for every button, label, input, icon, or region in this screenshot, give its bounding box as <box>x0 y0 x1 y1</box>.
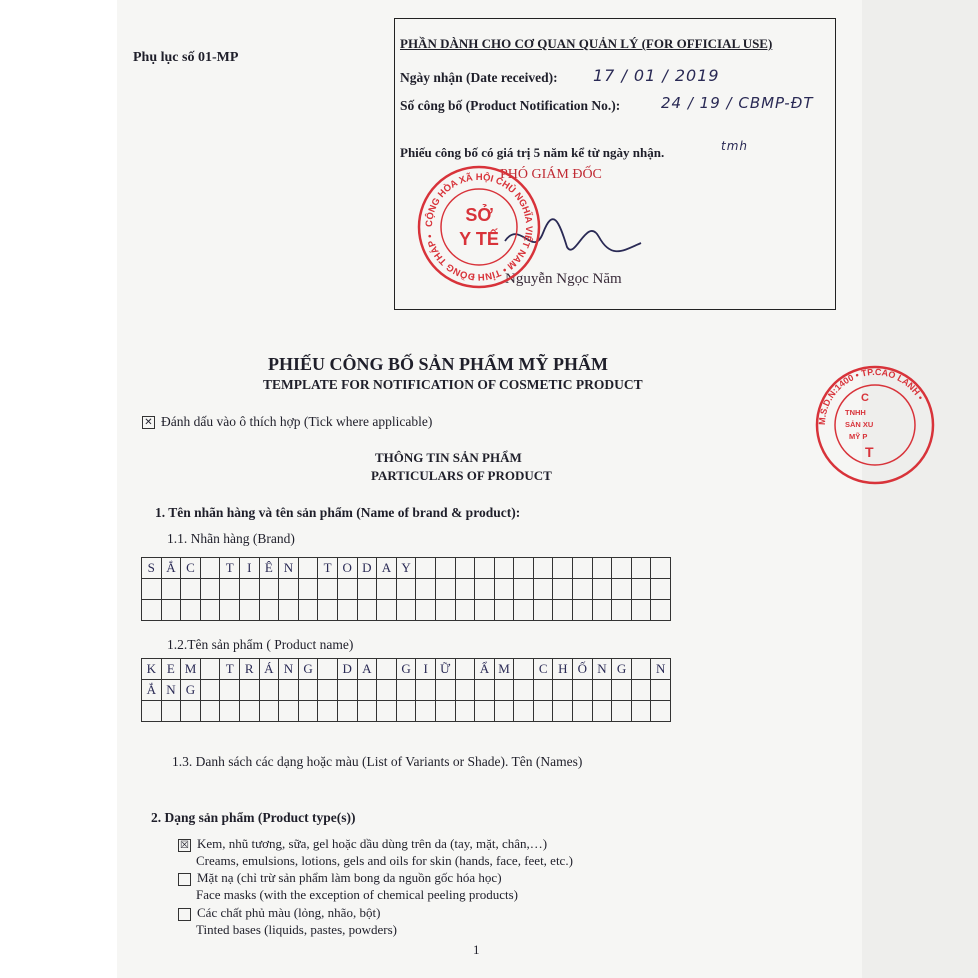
grid-row <box>142 579 671 600</box>
grid-cell: T <box>318 558 338 579</box>
grid-cell: Ê <box>259 558 279 579</box>
grid-cell <box>573 680 593 701</box>
svg-text:C: C <box>861 392 869 404</box>
title-english: TEMPLATE FOR NOTIFICATION OF COSMETIC PRODUCT <box>263 377 643 392</box>
svg-text:T: T <box>865 444 874 460</box>
section-title-vi: THÔNG TIN SẢN PHẨM <box>375 450 522 465</box>
variants-label: 1.3. Danh sách các dạng hoặc màu (List of Variants or Shade). Tên (Names) <box>172 754 583 769</box>
svg-text:SẢN XU: SẢN XU <box>845 420 874 429</box>
grid-cell <box>455 579 475 600</box>
grid-cell <box>455 659 475 680</box>
grid-cell <box>475 680 495 701</box>
grid-cell <box>592 701 612 722</box>
grid-cell <box>298 680 318 701</box>
grid-cell <box>377 600 397 621</box>
grid-cell <box>259 600 279 621</box>
validity-initials: tmh <box>721 139 748 153</box>
grid-cell <box>416 558 436 579</box>
grid-cell <box>455 600 475 621</box>
grid-cell <box>318 600 338 621</box>
grid-cell <box>533 701 553 722</box>
grid-cell: R <box>239 659 259 680</box>
grid-cell: Ắ <box>142 680 162 701</box>
grid-cell <box>475 558 495 579</box>
brand-label: 1.1. Nhãn hàng (Brand) <box>167 531 295 546</box>
grid-row <box>142 558 671 579</box>
grid-cell: Ắ <box>161 558 181 579</box>
grid-cell: I <box>416 659 436 680</box>
grid-cell <box>533 579 553 600</box>
checkbox-icon[interactable] <box>178 908 191 921</box>
product-name-label: 1.2.Tên sản phẩm ( Product name) <box>167 637 354 652</box>
grid-cell <box>651 680 671 701</box>
grid-cell <box>435 680 455 701</box>
grid-cell <box>357 600 377 621</box>
grid-cell: S <box>142 558 162 579</box>
grid-cell <box>612 701 632 722</box>
grid-cell <box>142 701 162 722</box>
grid-cell <box>573 600 593 621</box>
grid-cell <box>298 579 318 600</box>
grid-cell <box>592 558 612 579</box>
checked-box-icon: ✕ <box>142 416 155 429</box>
grid-cell: Y <box>396 558 416 579</box>
grid-cell <box>337 701 357 722</box>
grid-cell: H <box>553 659 573 680</box>
product-type-option: Các chất phủ màu (lỏng, nhão, bột) Tinted bases (liquids, pastes, powders) <box>178 904 397 938</box>
grid-row <box>142 659 671 680</box>
product-name-grid <box>141 658 671 722</box>
checkbox-icon[interactable]: ☒ <box>178 839 191 852</box>
grid-cell <box>651 600 671 621</box>
grid-cell <box>612 579 632 600</box>
grid-cell: Ố <box>573 659 593 680</box>
grid-cell <box>631 600 651 621</box>
grid-cell <box>612 558 632 579</box>
grid-cell: Ẩ <box>475 659 495 680</box>
grid-cell: G <box>181 680 201 701</box>
grid-cell <box>533 600 553 621</box>
grid-cell <box>298 600 318 621</box>
grid-cell <box>396 579 416 600</box>
section-title-en: PARTICULARS OF PRODUCT <box>371 468 552 483</box>
grid-cell <box>142 579 162 600</box>
grid-cell <box>651 558 671 579</box>
notification-no-value: 24 / 19 / CBMP-ĐT <box>661 94 814 112</box>
grid-cell <box>592 579 612 600</box>
grid-cell <box>631 701 651 722</box>
grid-cell <box>220 680 240 701</box>
grid-cell <box>514 701 534 722</box>
grid-cell <box>318 701 338 722</box>
grid-cell <box>416 579 436 600</box>
grid-cell <box>475 600 495 621</box>
grid-cell: N <box>161 680 181 701</box>
grid-cell <box>533 558 553 579</box>
grid-cell <box>573 558 593 579</box>
grid-cell <box>318 659 338 680</box>
svg-text:MỸ P: MỸ P <box>849 432 868 441</box>
product-type-option: Mặt nạ (chỉ trừ sản phẩm làm bong da nguồn gốc hóa học) Face masks (with the exception of chemical peeling products) <box>178 869 518 903</box>
grid-cell <box>181 701 201 722</box>
grid-cell <box>494 680 514 701</box>
grid-cell <box>612 600 632 621</box>
grid-cell <box>455 558 475 579</box>
grid-cell <box>279 680 299 701</box>
grid-cell: G <box>612 659 632 680</box>
grid-cell <box>279 579 299 600</box>
grid-cell: N <box>592 659 612 680</box>
grid-cell: T <box>220 659 240 680</box>
grid-row <box>142 600 671 621</box>
grid-cell: K <box>142 659 162 680</box>
grid-cell <box>514 579 534 600</box>
grid-cell <box>259 680 279 701</box>
grid-cell <box>200 659 220 680</box>
product-type-option: ☒ Kem, nhũ tương, sữa, gel hoặc dầu dùng trên da (tay, mặt, chân,…) Creams, emulsions, lotions, gels and oils for skin (hands, face, feet, etc.) <box>178 835 573 869</box>
grid-cell <box>377 680 397 701</box>
grid-cell: N <box>651 659 671 680</box>
grid-cell <box>161 701 181 722</box>
notification-no-label: Số công bố (Product Notification No.): <box>400 98 621 113</box>
grid-cell <box>631 680 651 701</box>
grid-cell <box>553 701 573 722</box>
grid-cell <box>220 701 240 722</box>
seal-ring-text: CỘNG HÒA XÃ HỘI CHỦ NGHĨA VIỆT NAM • TỈNH ĐỒNG THÁP • <box>423 171 535 283</box>
grid-cell <box>553 680 573 701</box>
grid-cell <box>514 558 534 579</box>
grid-cell <box>612 680 632 701</box>
grid-cell <box>161 579 181 600</box>
grid-cell <box>239 579 259 600</box>
grid-cell <box>592 600 612 621</box>
grid-cell <box>553 600 573 621</box>
grid-cell <box>592 680 612 701</box>
grid-cell <box>220 600 240 621</box>
grid-cell: G <box>396 659 416 680</box>
grid-cell <box>494 558 514 579</box>
grid-cell <box>377 659 397 680</box>
grid-cell <box>298 701 318 722</box>
checkbox-icon[interactable] <box>178 873 191 886</box>
grid-cell: N <box>279 659 299 680</box>
grid-cell <box>239 701 259 722</box>
grid-cell <box>239 680 259 701</box>
grid-cell <box>279 600 299 621</box>
grid-cell: Ữ <box>435 659 455 680</box>
title-vietnamese: PHIẾU CÔNG BỐ SẢN PHẨM MỸ PHẨM <box>268 354 608 374</box>
section-1-title: 1. Tên nhãn hàng và tên sản phẩm (Name of brand & product): <box>155 505 521 520</box>
grid-cell <box>239 600 259 621</box>
grid-cell <box>318 680 338 701</box>
grid-cell <box>220 579 240 600</box>
grid-cell: M <box>181 659 201 680</box>
grid-cell <box>514 659 534 680</box>
tick-note: ✕ Đánh dấu vào ô thích hợp (Tick where applicable) <box>142 414 432 430</box>
grid-cell <box>494 579 514 600</box>
grid-cell <box>435 579 455 600</box>
grid-cell <box>553 579 573 600</box>
date-received-label: Ngày nhận (Date received): <box>400 70 558 85</box>
svg-text:TNHH: TNHH <box>845 408 866 417</box>
official-header: PHẦN DÀNH CHO CƠ QUAN QUẢN LÝ (FOR OFFICIAL USE) <box>400 36 773 51</box>
grid-cell: G <box>298 659 318 680</box>
grid-cell <box>455 680 475 701</box>
official-seal <box>417 165 541 289</box>
grid-cell <box>259 701 279 722</box>
grid-cell <box>475 579 495 600</box>
grid-cell: C <box>181 558 201 579</box>
grid-cell <box>435 600 455 621</box>
grid-cell <box>200 680 220 701</box>
grid-cell <box>651 579 671 600</box>
grid-cell <box>651 701 671 722</box>
grid-cell: D <box>337 659 357 680</box>
grid-cell: Á <box>259 659 279 680</box>
grid-cell <box>318 579 338 600</box>
grid-cell <box>573 701 593 722</box>
grid-cell <box>455 701 475 722</box>
grid-cell: A <box>377 558 397 579</box>
grid-cell <box>377 701 397 722</box>
grid-cell <box>631 659 651 680</box>
grid-cell <box>357 680 377 701</box>
brand-grid <box>141 557 671 621</box>
company-seal-ring: M.S.D.N:1400 • TP.CAO LÃNH • <box>816 366 926 426</box>
annex-label: Phụ lục số 01-MP <box>133 50 239 65</box>
grid-cell <box>357 701 377 722</box>
grid-cell <box>475 701 495 722</box>
grid-cell <box>337 680 357 701</box>
grid-row <box>142 701 671 722</box>
grid-cell <box>181 600 201 621</box>
grid-cell <box>396 680 416 701</box>
signer-name: Nguyễn Ngọc Năm <box>505 271 622 287</box>
grid-cell <box>377 579 397 600</box>
grid-cell: E <box>161 659 181 680</box>
grid-cell <box>435 558 455 579</box>
grid-cell <box>200 600 220 621</box>
grid-cell <box>494 701 514 722</box>
grid-cell <box>142 600 162 621</box>
grid-cell <box>161 600 181 621</box>
grid-cell <box>416 701 436 722</box>
grid-cell: T <box>220 558 240 579</box>
grid-cell <box>200 558 220 579</box>
grid-cell: O <box>337 558 357 579</box>
grid-cell <box>181 579 201 600</box>
grid-cell <box>337 600 357 621</box>
grid-cell <box>435 701 455 722</box>
grid-cell: D <box>357 558 377 579</box>
grid-cell <box>631 579 651 600</box>
grid-cell <box>573 579 593 600</box>
grid-cell <box>357 579 377 600</box>
grid-cell <box>631 558 651 579</box>
grid-cell <box>396 701 416 722</box>
date-received-value: 17 / 01 / 2019 <box>593 66 720 85</box>
grid-cell: C <box>533 659 553 680</box>
grid-cell <box>416 600 436 621</box>
grid-cell: M <box>494 659 514 680</box>
grid-cell <box>494 600 514 621</box>
seal-center-bottom: Y TẾ <box>459 229 499 249</box>
grid-cell <box>200 701 220 722</box>
grid-cell <box>259 579 279 600</box>
grid-cell <box>553 558 573 579</box>
grid-cell <box>533 680 553 701</box>
company-seal <box>815 355 935 495</box>
grid-cell <box>279 701 299 722</box>
grid-cell <box>396 600 416 621</box>
section-2-title: 2. Dạng sản phẩm (Product type(s)) <box>151 810 356 825</box>
grid-row <box>142 680 671 701</box>
director-title: PHÓ GIÁM ĐỐC <box>500 167 602 182</box>
grid-cell: I <box>239 558 259 579</box>
grid-cell <box>514 680 534 701</box>
seal-center-top: SỞ <box>465 205 493 225</box>
grid-cell <box>337 579 357 600</box>
grid-cell: N <box>279 558 299 579</box>
grid-cell: A <box>357 659 377 680</box>
grid-cell <box>298 558 318 579</box>
validity-text: Phiếu công bố có giá trị 5 năm kể từ ngày nhận. <box>400 145 665 160</box>
grid-cell <box>514 600 534 621</box>
grid-cell <box>416 680 436 701</box>
grid-cell <box>200 579 220 600</box>
page-number: 1 <box>473 942 480 957</box>
